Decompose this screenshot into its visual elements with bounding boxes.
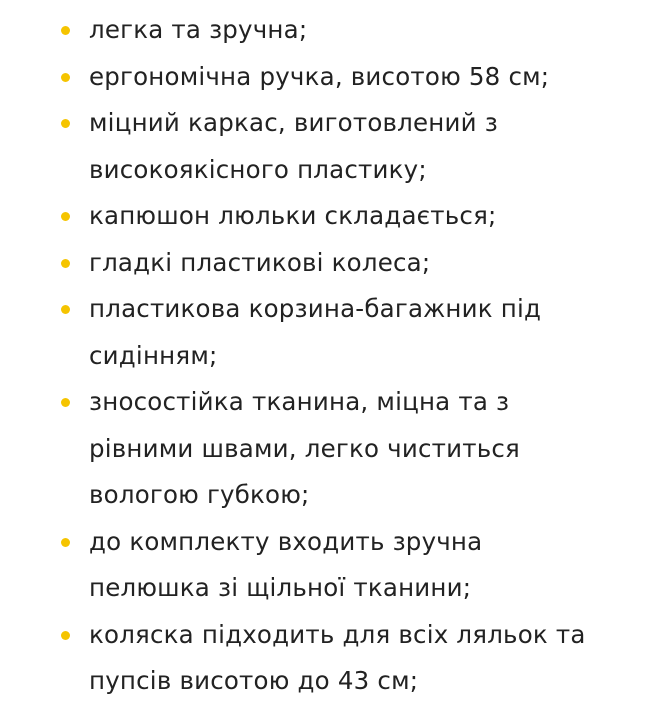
list-item-text: зносостійка тканина, міцна та з рівними швами, легко чиститься вологою губкою; xyxy=(89,387,520,509)
list-item-text: капюшон люльки складається; xyxy=(89,201,497,230)
bullet-icon xyxy=(61,398,70,407)
list-item xyxy=(0,54,654,101)
list-item xyxy=(0,519,654,612)
feature-list xyxy=(0,7,654,705)
bullet-icon xyxy=(61,305,70,314)
bullet-icon xyxy=(61,631,70,640)
list-item-text: легка та зручна; xyxy=(89,15,308,44)
list-item xyxy=(0,379,654,519)
list-item xyxy=(0,612,654,705)
list-item-text: ергономічна ручка, висотою 58 см; xyxy=(89,61,550,91)
list-item-text: пластикова корзина-багажник під сидінням; xyxy=(89,294,542,370)
list-item-text: коляска підходить для всіх ляльок та пупсів висотою до 43 см; xyxy=(89,619,586,695)
bullet-icon xyxy=(61,259,70,268)
list-item xyxy=(0,7,654,54)
list-item-text: міцний каркас, виготовлений з високоякісного пластику; xyxy=(89,108,498,184)
list-item-text: до комплекту входить зручна пелюшка зі щільної тканини; xyxy=(89,526,483,602)
bullet-icon xyxy=(61,26,70,35)
bullet-icon xyxy=(61,212,70,221)
bullet-icon xyxy=(61,538,70,547)
bullet-icon xyxy=(61,73,70,82)
list-item xyxy=(0,193,654,240)
list-item xyxy=(0,100,654,193)
list-item xyxy=(0,240,654,287)
bullet-icon xyxy=(61,119,70,128)
list-item xyxy=(0,286,654,379)
list-item-text: гладкі пластикові колеса; xyxy=(89,247,431,277)
